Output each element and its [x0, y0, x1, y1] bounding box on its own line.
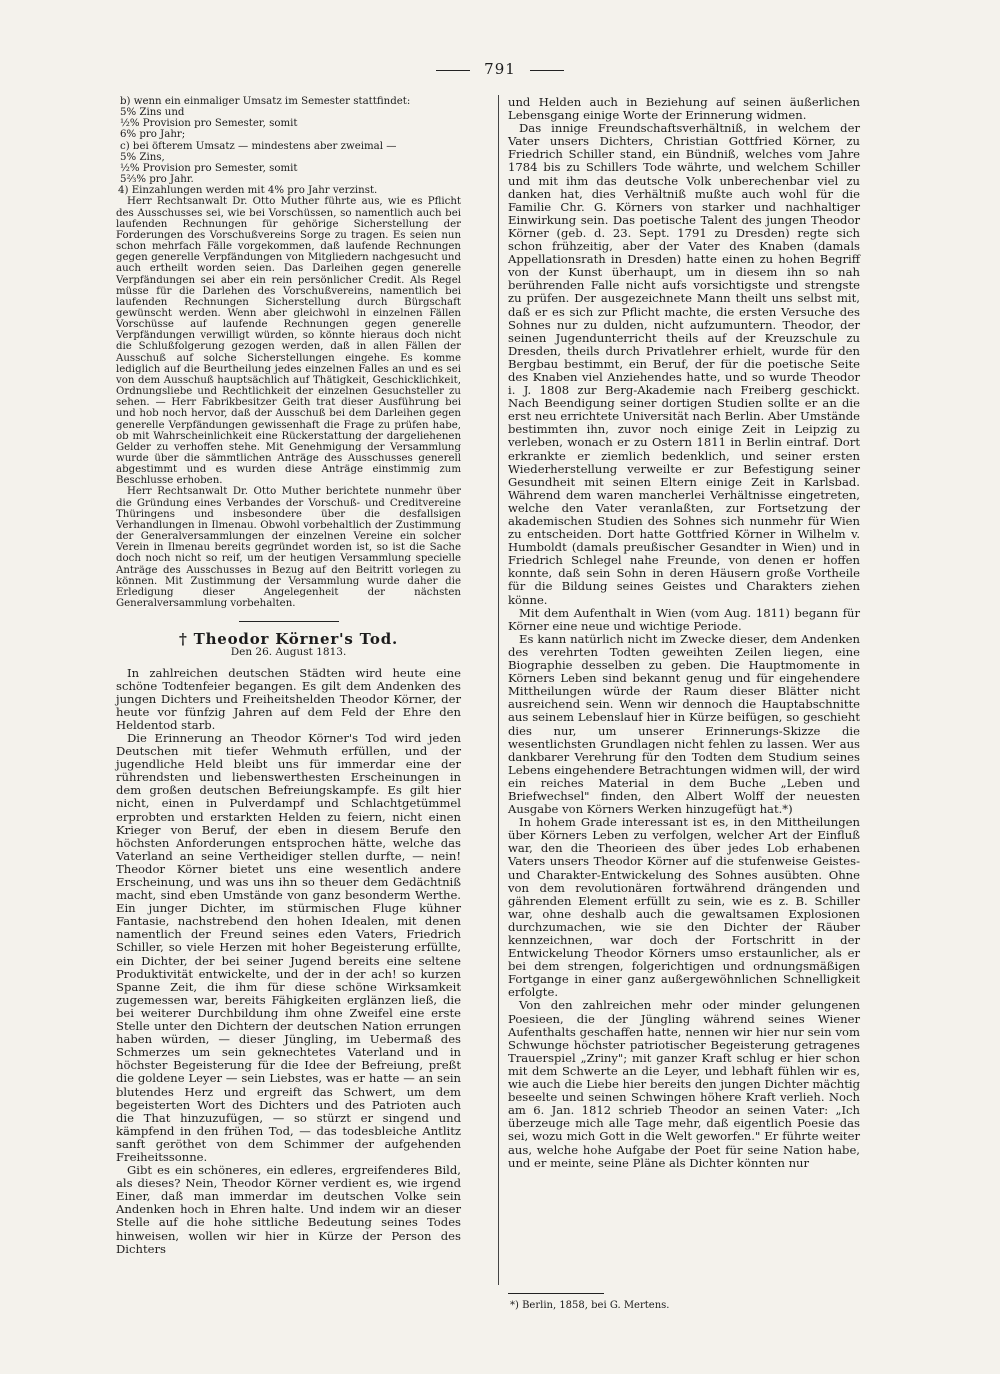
left-column [116, 96, 461, 1256]
article-paragraph: Die Erinnerung an Theodor Körner's Tod wird jeden Deutschen mit tiefer Wehmuth erfüllen, und der jugendliche Held bleibt uns für immerdar eine der rührendsten und liebenswerthesten Erscheinungen in dem großen deutschen Befreiungskampfe. Es gilt hier nicht, einen in Pulverdampf und Schlachtgetümmel erprobten und erstarkten Helden zu feiern, nicht einen Krieger von Beruf, der eben in diesem Berufe den höchsten Anforderungen entsprochen hätte, welche das Vaterland an seine Vertheidiger stellen durfte, — nein! Theodor Körner bietet uns eine wesentlich andere Erscheinung, und was uns ihn so theuer dem Gedächtniß macht, sind eben Umstände von ganz besonderm Werthe. Ein junger Dichter, im stürmischen Fluge kühner Fantasie, nachstrebend den hohen Idealen, mit denen namentlich der Freund seines eden Vaters, Friedrich Schiller, so viele Herzen mit hoher Begeisterung erfüllte, ein Dichter, der bei seiner Jugend bereits eine seltene Produktivität entwickelte, und der in der ach! so kurzen Spanne Zeit, die ihm für diese schöne Wirksamkeit zugemessen war, bereits Fähigkeiten erglänzen ließ, die bei weiterer Durchbildung ihm ohne Zweifel eine erste Stelle unter den Dichtern der deutschen Nation errungen haben würden, — dieser Jüngling, im Uebermaß des Schmerzes um sein geknechtetes Vaterland und in höchster Begeisterung für die Idee der Befreiung, preßt die goldene Leyer — sein Liebstes, was er hatte — an sein blutendes Herz und ergreift das Schwert, um dem begeisterten Wort des Dichters und des Patrioten auch die That hinzuzufügen, — so stürzt er singend und kämpfend in den frühen Tod, — das todesbleiche Antlitz sanft geröthet von dem Schimmer der aufgehenden Freiheitssonne. [116, 730, 461, 1164]
article-paragraph: In hohem Grade interessant ist es, in den Mittheilungen über Körners Leben zu verfolgen, welcher Art der Einfluß war, den die Theorieen des über jedes Lob erhabenen Vaters unsers Theodor Körner auf die stufenweise Geistes- und Charakter-Entwickelung des Sohnes ausübten. Ohne von dem revolutionären fortwährend drängenden und gährenden Element erfüllt zu sein, wie es z. B. Schiller war, ohne deshalb auch die gewaltsamen Explosionen durchzumachen, wie sie den Dichter der Räuber kennzeichnen, war doch der Fortschritt in der Entwickelung Theodor Körners umso erstaunlicher, als er bei dem strengen, folgerichtigen und ordnungsmäßigen Fortgange in einer ganz außergewöhnlichen Schnelligkeit erfolgte. [508, 815, 860, 1000]
article-paragraph: und Helden auch in Beziehung auf seinen äußerlichen Lebensgang einige Worte der Erinnerung widmen. [508, 95, 860, 123]
right-column [508, 96, 860, 1170]
article-date: Den 26. August 1813. [230, 646, 347, 659]
article-paragraph: Das innige Freundschaftsverhältniß, in welchem der Vater unsers Dichters, Christian Gottfried Körner, zu Friedrich Schiller stand, ein Bündniß, welches vom Jahre 1784 bis zu Schillers Tode währte, und welchem Schiller und mit ihm das deutsche Volk unberechenbar viel zu danken hat, dies Verhältniß mußte auch wohl für die Familie Chr. G. Körners von starker und nachhaltiger Einwirkung sein. Das poetische Talent des jungen Theodor Körner (geb. d. 23. Sept. 1791 zu Dresden) regte sich schon frühzeitig, aber der Vater des Knaben (damals Appellationsrath in Dresden) hatte einen zu hohen Begriff von der Kunst überhaupt, um in diesem ihn so nah berührenden Falle nicht aufs vorsichtigste und strengste zu prüfen. Der ausgezeichnete Mann theilt uns selbst mit, daß er es sich zur Pflicht machte, die ersten Versuche des Sohnes nur zu dulden, nicht aufzumuntern. Theodor, der seinen Jugendunterricht theils auf der Kreuzschule zu Dresden, theils durch Privatlehrer erhielt, wurde für den Bergbau bestimmt, ein Beruf, der für die poetische Seite des Knaben viel Anziehendes hatte, und so wurde Theodor i. J. 1808 zur Berg-Akademie nach Freiberg geschickt. Nach Beendigung seiner dortigen Studien sollte er an die erst neu errichtete Universität nach Berlin. Aber Umstände bestimmten ihn, zuvor noch einige Zeit in Leipzig zu verleben, wonach er zu Ostern 1811 in Berlin eintraf. Dort erkrankte er ziemlich bedenklich, und seiner ersten Wiederherstellung verweilte er zur Befestigung seiner Gesundheit mit seinen Eltern einige Zeit in Karlsbad. Während dem waren mancherlei Verhältnisse eingetreten, welche den Vater veranlaßten, zur Fortsetzung der akademischen Studien des Sohnes sich nunmehr für Wien zu entscheiden. Dort hatte Gottfried Körner in Wilhelm v. Humboldt (damals preußischer Gesandter in Wien) und in Friedrich Schlegel nahe Freunde, von denen er hoffen konnte, daß sein Sohn in deren Häusern große Vortheile für die Bildung seines Geistes und Charakters ziehen könne. [508, 121, 860, 607]
rate-item-b-interest: 5% Zins und [120, 107, 185, 119]
rate-item-c-interest: 5% Zins, [120, 151, 165, 163]
column-divider [498, 95, 499, 1285]
article-paragraph: In zahlreichen deutschen Städten wird heute eine schöne Todtenfeier begangen. Es gilt dem Andenken des jungen Dichters und Freiheitshelden Theodor Körner, der heute vor fünfzig Jahren auf dem Feld der Ehre den Heldentod starb. [116, 665, 461, 732]
rate-item-b-provision: ½% Provision pro Semester, somit [120, 118, 298, 130]
article-paragraph: Es kann natürlich nicht im Zwecke dieser, dem Andenken des verehrten Todten geweihten Zeilen liegen, eine Biographie desselben zu geben. Die Hauptmomente in Körners Leben sind bekannt genug und für eingehendere Mittheilungen würde der Raum dieser Blätter nicht ausreichend sein. Wenn wir dennoch die Hauptabschnitte aus seinem Lebenslauf hier in Kürze beifügen, so geschieht dies nur, um unserer Erinnerungs-Skizze die wesentlichsten Grundlagen nicht fehlen zu lassen. Wer aus dankbarer Verehrung für den Todten dem Studium seines Lebens eingehendere Betrachtungen widmen will, der wird ein reiches Material in dem Buche „Leben und Briefwechsel" finden, den Albert Wolff der neuesten Ausgabe von Körners Werken hinzugefügt hat.*) [508, 631, 860, 817]
article-title: † Theodor Körner's Tod. [178, 630, 399, 649]
rate-item-c-total: 5⅔% pro Jahr. [120, 174, 194, 186]
paragraph-muther-report: Herr Rechtsanwalt Dr. Otto Muther führte aus, wie es Pflicht des Ausschusses sei, wie bei Vorschüssen, so namentlich auch bei laufenden Rechnungen für gehörige Sicherstellung der Forderungen des Vorschußvereins Sorge zu tragen. Es seien nun schon mehrfach Fälle vorgekommen, daß laufende Rechnungen gegen generelle Verpfändungen von Mitgliedern nachgesucht und auch ertheilt worden seien. Das Darleihen gegen generelle Verpfändungen sei aber ein rein persönlicher Credit. Als Regel müsse für die Darlehen des Vorschußvereins, namentlich bei laufenden Rechnungen Sicherstellung durch Bürgschaft gewünscht werden. Wenn aber gleichwohl in einzelnen Fällen Vorschüsse auf laufende Rechnungen gegen generelle Verpfändungen verwilligt würden, so könnte hieraus doch nicht die Schlußfolgerung gezogen werden, daß in allen Fällen der Ausschuß auf solche Sicherstellungen eingehe. Es komme lediglich auf die Beurtheilung jedes einzelnen Falles an und es sei von dem Ausschuß hauptsächlich auf Thätigkeit, Geschicklichkeit, Ordnungsliebe und Rechtlichkeit der einzelnen Gesuchsteller zu sehen. — Herr Fabrikbesitzer Geith trat dieser Ausführung bei und hob noch hervor, daß der Ausschuß bei dem Darleihen gegen generelle Verpfändungen gewissenhaft die Frage zu prüfen habe, ob mit Wahrscheinlichkeit eine Rückerstattung der dargeliehenen Gelder zu verhoffen stehe. Mit Genehmigung der Versammlung wurde über die sämmtlichen Anträge des Ausschusses generell abgestimmt und es wurden diese Anträge einstimmig zum Beschlusse erhoben. [116, 196, 461, 487]
section-rule [239, 621, 339, 622]
paragraph-verband: Herr Rechtsanwalt Dr. Otto Muther berichtete nunmehr über die Gründung eines Verbandes der Vorschuß- und Creditvereine Thüringens und insbesondere über die desfallsigen Verhandlungen in Ilmenau. Obwohl vorbehaltlich der Zustimmung der Generalversammlungen der einzelnen Vereine ein solcher Verein in Ilmenau bereits gegründet worden ist, so ist die Sache doch noch nicht so reif, um der heutigen Versammlung specielle Anträge des Ausschusses in Bezug auf den Beitritt vorlegen zu können. Mit Zustimmung der Versammlung wurde daher die Erledigung dieser Angelegenheit der nächsten Generalversammlung vorbehalten. [116, 486, 461, 610]
article-paragraph: Gibt es ein schöneres, ein edleres, ergreifenderes Bild, als dieses? Nein, Theodor Körner verdient es, wie irgend Einer, daß man immerdar im deutschen Volke sein Andenken hoch in Ehren halte. Und indem wir an dieser Stelle auf die hohe sittliche Bedeutung seines Todes hinweisen, wollen wir hier in Kürze der Person des Dichters [116, 1163, 461, 1256]
article-paragraph: Mit dem Aufenthalt in Wien (vom Aug. 1811) begann für Körner eine neue und wichtige Periode. [508, 605, 860, 633]
footnote-rule [508, 1293, 604, 1294]
rate-item-4: 4) Einzahlungen werden mit 4% pro Jahr verzinst. [118, 185, 378, 197]
rate-item-b-total: 6% pro Jahr; [120, 129, 186, 141]
page-number-dash-left [436, 70, 470, 71]
rate-item-c-provision: ½% Provision pro Semester, somit [120, 162, 298, 174]
rate-item-b: b) wenn ein einmaliger Umsatz im Semester stattfindet: [120, 96, 411, 107]
article-paragraph: Von den zahlreichen mehr oder minder gelungenen Poesieen, die der Jüngling während seines Wiener Aufenthalts geschaffen hatte, nennen wir hier nur sein vom Schwunge höchster patriotischer Begeisterung getragenes Trauerspiel „Zriny"; mit ganzer Kraft schlug er hier schon mit dem Schwerte an die Leyer, und lebhaft fühlen wir es, wie auch die Liebe hier bereits den jungen Dichter mächtig beseelte und seinen Schwingen höhere Kraft verlieh. Noch am 6. Jan. 1812 schrieb Theodor an seinen Vater: „Ich überzeuge mich alle Tage mehr, daß eigentlich Poesie das sei, wozu mich Gott in die Welt geworfen." Er führte weiter aus, welche hohe Aufgabe der Poet für seine Nation habe, und er meinte, seine Pläne als Dichter könnten nur [508, 998, 860, 1170]
page-number-dash-right [530, 70, 564, 71]
page-number-text: 791 [484, 60, 516, 78]
page-number [0, 60, 1000, 78]
footnote: *) Berlin, 1858, bei G. Mertens. [510, 1300, 670, 1311]
rate-item-c: c) bei öfterem Umsatz — mindestens aber zweimal — [120, 140, 397, 152]
